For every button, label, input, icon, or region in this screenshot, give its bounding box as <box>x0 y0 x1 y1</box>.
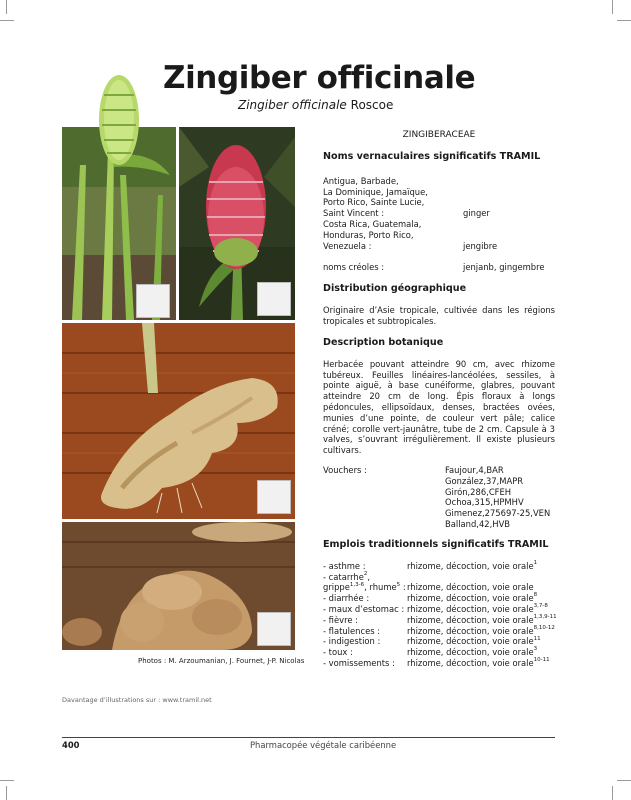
list-item: Venezuela : jengibre <box>323 240 498 251</box>
list-item: - indigestion : rhizome, décoction, voie orale$^{11}$ <box>323 635 541 647</box>
page-title: Zingiber officinale <box>163 60 476 96</box>
distribution-text: Originaire d’Asie tropicale, cultivée dans les régions tropicales et subtropicales. <box>323 305 555 326</box>
list-item: Costa Rica, Guatemala, <box>323 218 422 229</box>
family-name: ZINGIBERACEAE <box>402 130 476 140</box>
scientific-name-author: Roscoe <box>350 98 394 112</box>
book-title: Pharmacopée végétale caribéenne <box>250 740 397 750</box>
scientific-name <box>238 97 393 113</box>
list-item: Balland,42,HVB <box>445 518 511 529</box>
list-item: Girón,286,CFEH <box>445 486 512 497</box>
list-item: Honduras, Porto Rico, <box>323 229 414 240</box>
crop-mark <box>0 20 14 21</box>
section-heading-distribution: Distribution géographique <box>323 283 467 295</box>
list-item: - vomissements : rhizome, décoction, voie orale$^{10-11}$ <box>323 657 550 668</box>
list-item: Ochoa,315,HPMHV <box>445 497 524 508</box>
list-item: - flatulences : rhizome, décoction, voie orale$^{8,10-12}$ <box>323 624 555 636</box>
crop-mark <box>6 0 7 14</box>
list-item: Porto Rico, Sainte Lucie, <box>323 197 425 208</box>
vernacular-list <box>323 176 555 273</box>
list-item: Gimenez,275697-25,VEN <box>445 508 551 519</box>
crop-mark <box>612 786 613 800</box>
section-heading-vernacular: Noms vernaculaires significatifs TRAMIL <box>323 150 541 162</box>
crop-mark <box>612 0 613 14</box>
uses-list <box>323 561 555 669</box>
photo-red-inflorescence <box>179 127 295 320</box>
list-item: - toux : rhizome, décoction, voie orale$^3$ <box>323 646 538 658</box>
list-item: Antigua, Barbade, <box>323 175 399 186</box>
crop-mark <box>617 20 631 21</box>
list-item: grippe$^{1,3-6}$, rhume$^5$ : rhizome, décoction, voie orale <box>323 581 534 593</box>
more-illustrations-link[interactable]: Davantage d’illustrations sur : www.tramil.net <box>62 696 212 704</box>
list-item: noms créoles : jenjanb, gingembre <box>323 262 545 273</box>
photo-green-inflorescence <box>62 55 176 320</box>
tramil-logo-icon <box>257 480 291 514</box>
list-item: - maux d’estomac : rhizome, décoction, voie orale$^{3,7-8}$ <box>323 603 548 614</box>
crop-mark <box>0 780 14 781</box>
list-item: - fièvre : rhizome, décoction, voie orale$^{1,3,9-11}$ <box>323 613 557 625</box>
tramil-logo-icon <box>257 282 291 316</box>
vouchers-list <box>445 465 550 530</box>
vouchers-label: Vouchers : <box>323 464 367 475</box>
crop-mark <box>617 780 631 781</box>
section-heading-botanical: Description botanique <box>323 336 444 348</box>
list-item: Faujour,4,BAR <box>445 464 504 475</box>
tramil-logo-icon <box>136 284 170 318</box>
section-heading-uses: Emplois traditionnels significatifs TRAMIL <box>323 538 549 550</box>
vouchers <box>323 465 555 530</box>
list-item: - diarrhée : rhizome, décoction, voie orale$^8$ <box>323 592 538 604</box>
botanical-text: Herbacée pouvant atteindre 90 cm, avec rhizome tubéreux. Feuilles linéaires-lancéolées, sessiles, à pointe aiguë, à base cunéiforme, glabres, pouvant atteindre 20 cm de long. Épis floraux à longs pédoncules, ellipsoïdaux, denses, bractées ovées, munies d’une pointe, de couleur vert pâle; calice créné; corolle vert-jaunâtre, tube de 2 cm. Capsule à 3 valves, s’ouvrant irrégulièrement. Il existe plusieurs cultivars. <box>323 358 555 456</box>
page-number: 400 <box>62 740 80 750</box>
list-item: - catarrhe$^2$, <box>323 570 371 582</box>
photo-rhizomes-close <box>62 522 295 650</box>
crop-mark <box>6 786 7 800</box>
footer-divider <box>62 737 555 738</box>
list-item: González,37,MAPR <box>445 475 524 486</box>
photo-rhizome-on-wood <box>62 323 295 519</box>
photo-credits: Photos : M. Arzoumanian, J. Fournet, J-P. Nicolas <box>138 657 305 665</box>
list-item: - asthme : rhizome, décoction, voie orale$^1$ <box>323 559 538 571</box>
list-item: La Dominique, Jamaïque, <box>323 186 428 197</box>
text-column <box>323 130 555 669</box>
scientific-name-italic: Zingiber officinale <box>238 98 347 112</box>
list-item: Saint Vincent : ginger <box>323 208 490 219</box>
tramil-logo-icon <box>257 612 291 646</box>
